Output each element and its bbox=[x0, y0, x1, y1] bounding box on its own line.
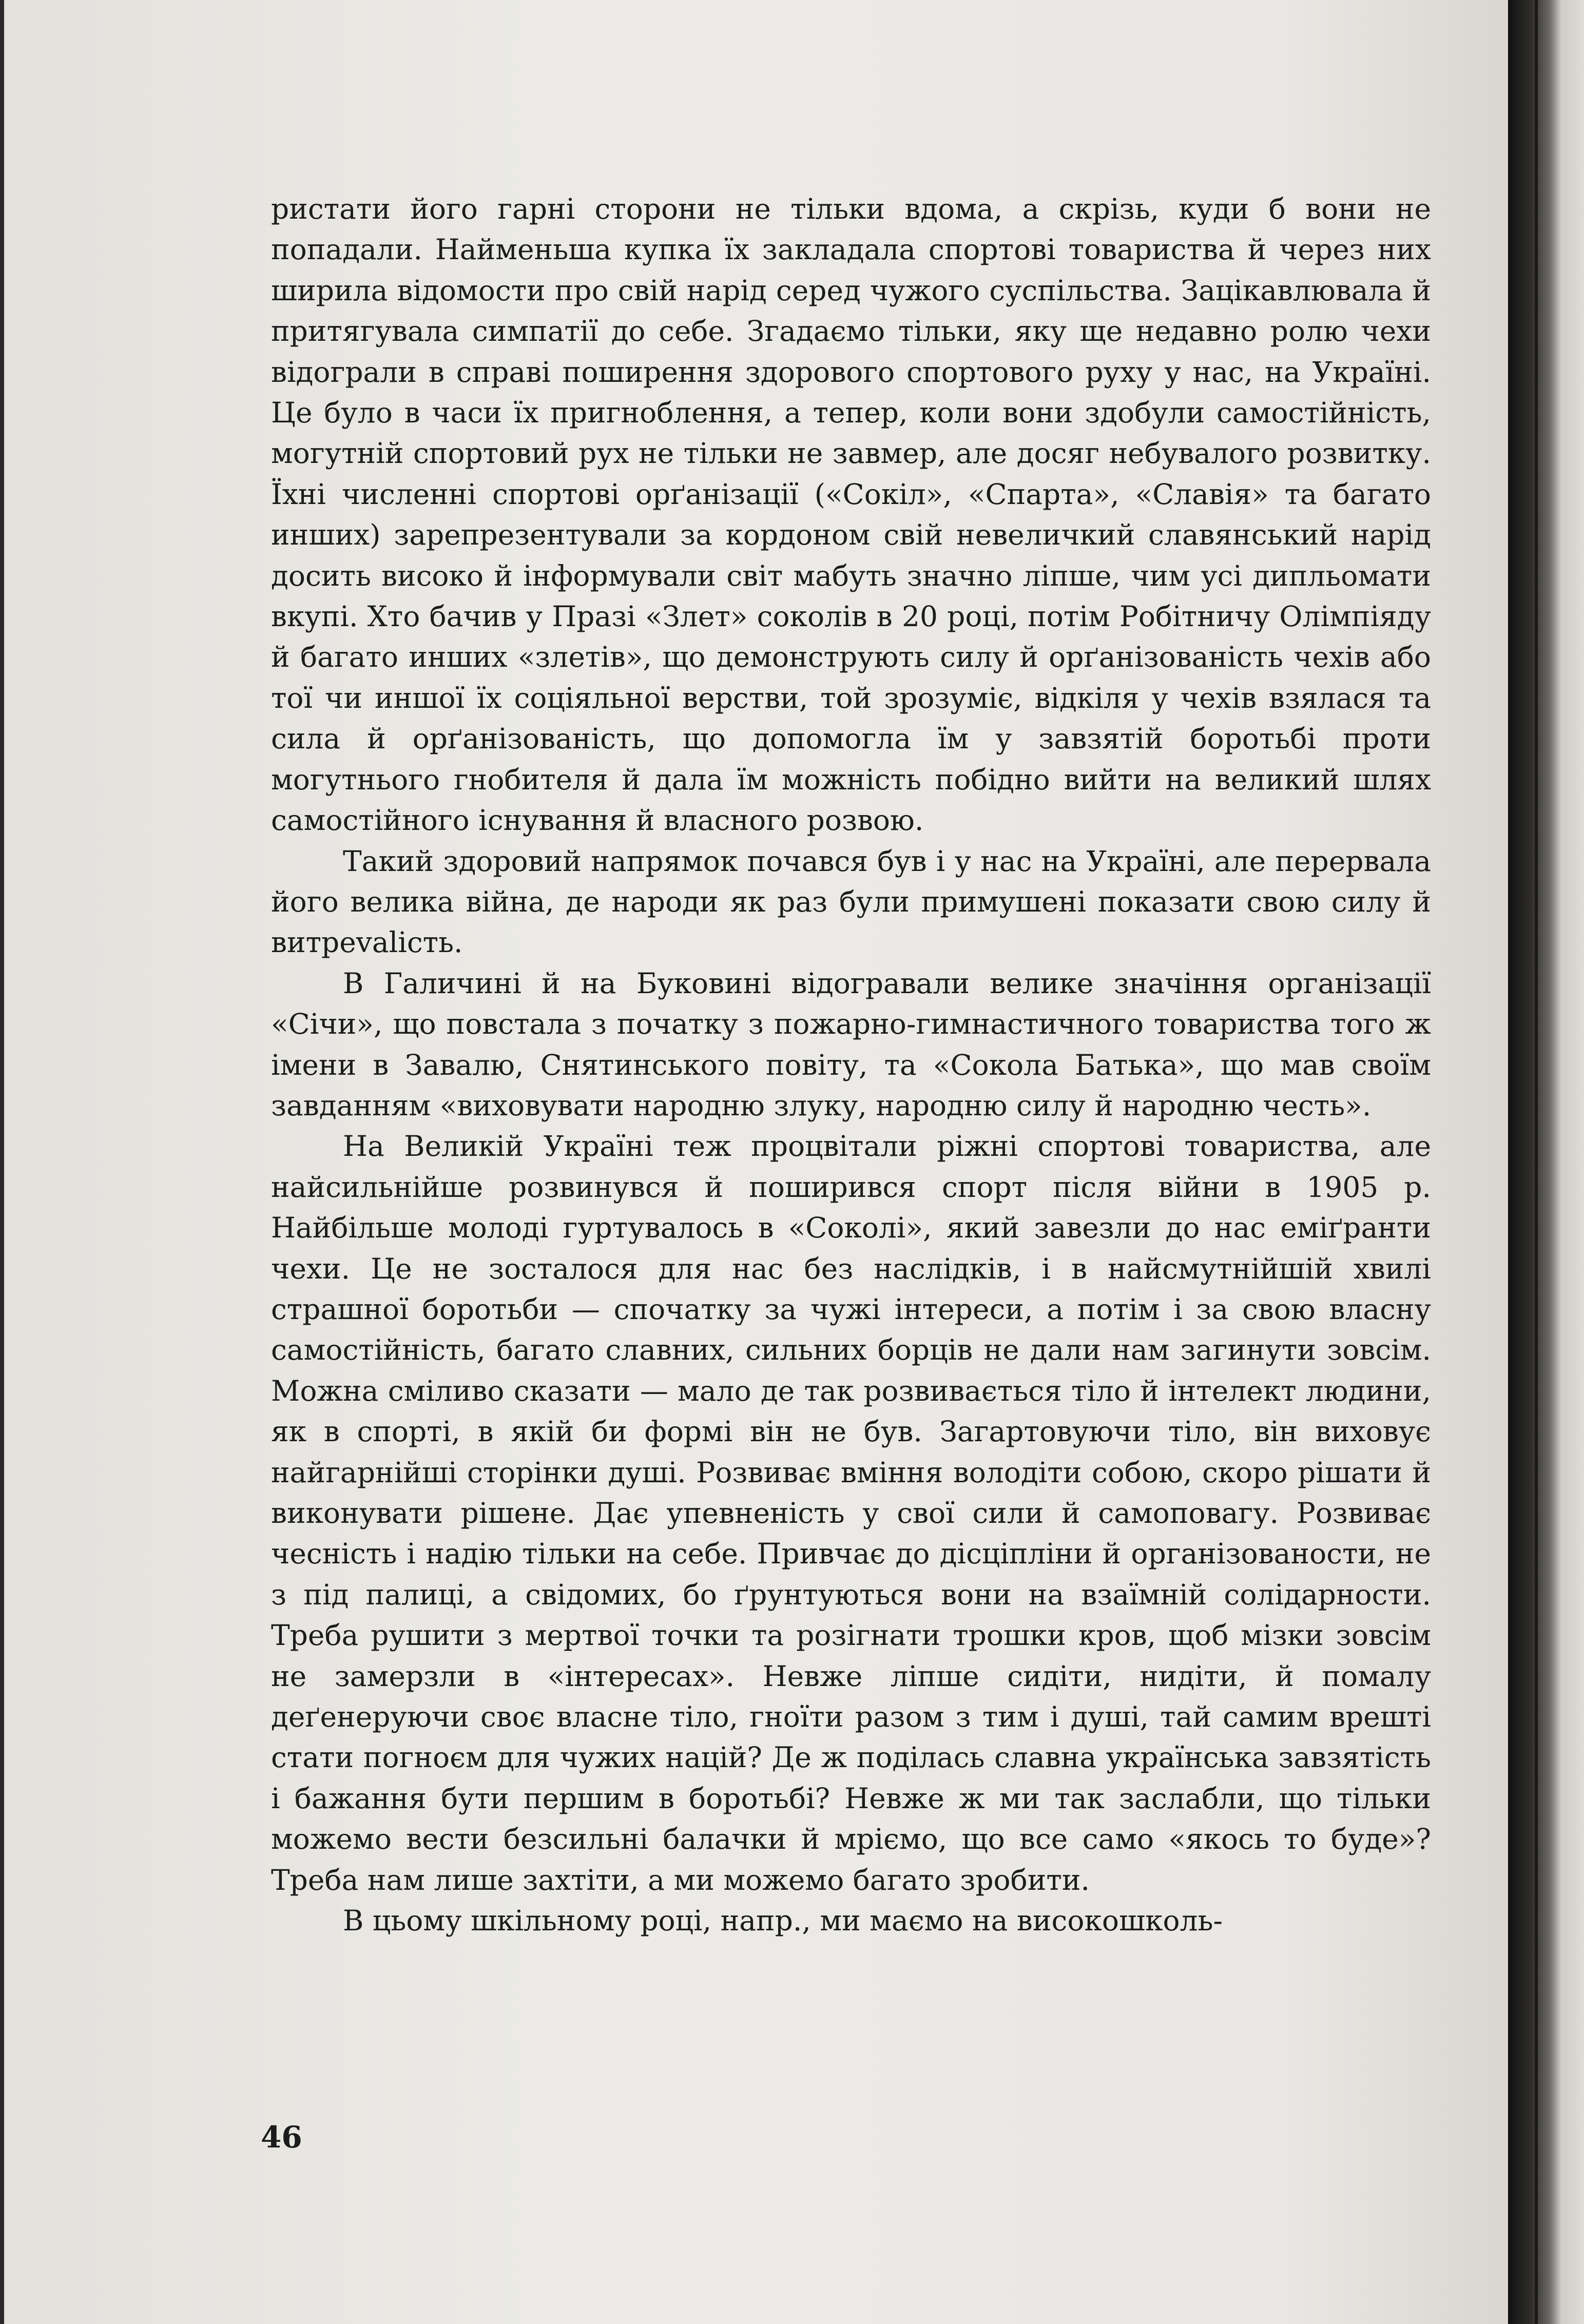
book-spine-shadow bbox=[1508, 0, 1584, 2324]
paragraph-5: В цьому шкільному році, напр., ми маємо на високошколь- bbox=[343, 1904, 1223, 1938]
paragraph-3: В Галичині й на Буковині відогравали велике значіння організації «Січи», що повстала з початку з пожарно-гимнастичного товариства того ж імени в Завалю, Снятинського повіту, та «Сокола Батька», що мав своїм завданням «виховувати народню злуку, народню силу й народню честь». bbox=[271, 966, 1431, 1122]
book-page bbox=[4, 0, 1508, 2324]
paragraph-1: ристати його гарні сторони не тільки вдома, а скрізь, куди б вони не попадали. Найменьша купка їх закладала спортові товариства й через них ширила відомости про свій нарід серед чужого суспільства. Зацікавлювала й притягувала симпатії до себе. Згадаємо тільки, яку ще недавно ролю чехи відограли в справі поширення здорового спортового руху у нас, на Україні. Це було в часи їх пригноблення, а тепер, коли вони здобули самостійність, могутній спортовий рух не тільки не завмер, але досяг небувалого розвитку. Їхні численні спортові орґанізації («Сокіл», «Спарта», «Славія» та багато инших) зарепрезентували за кордоном свій невеличкий славянський нарід досить високо й інформували світ мабуть значно ліпше, чим усі дипльомати вкупі. Хто бачив у Празі «Злет» соколів в 20 році, потім Робітничу Олімпіяду й багато инших «злетів», що демонструють силу й орґанізованість чехів або тої чи иншої їх соціяльної верстви, той зрозуміє, відкіля у чехів взялася та сила й орґанізованість, що допомогла їм у завзятій боротьбі проти могутнього гнобителя й дала їм можність побідно вийти на великий шлях самостійного існування й власного розвою. bbox=[271, 192, 1431, 837]
paragraph-4: На Великій Україні теж процвітали ріжні спортові товариства, але найсильнійше розвинувся й поширився спорт після війни в 1905 р. Найбільше молоді гуртувалось в «Соколі», який завезли до нас еміґранти чехи. Це не зосталося для нас без наслідків, і в найсмутнійшій хвилі страшної боротьби — спочатку за чужі інтереси, а потім і за свою власну самостійність, багато славних, сильних борців не дали нам загинути зовсім. Можна сміливо сказати — мало де так розвивається тіло й інтелект людини, як в спорті, в якій би формі він не був. Загартовуючи тіло, він виховує найгарнійші сторінки душі. Розвиває вміння володіти собою, скоро рішати й виконувати рішене. Дає упевненість у свої сили й самоповагу. Розвиває чесність і надію тільки на себе. Привчає до дісціпліни й організованости, не з під палиці, а свідомих, бо ґрунтуються вони на взаїмній солідарности. Треба рушити з мертвої точки та розігнати трошки кров, щоб мізки зовсім не замерзли в «інтересах». Невже ліпше сидіти, нидіти, й помалу деґенеруючи своє власне тіло, гноїти разом з тим і душі, тай самим врешті стати погноєм для чужих націй? Де ж поділась славна українська завзятість і бажання бути першим в боротьбі? Невже ж ми так заслабли, що тільки можемо вести безсильні балачки й мріємо, що все само «якось то буде»? Треба нам лише захтіти, а ми можемо багато зробити. bbox=[271, 1130, 1431, 1896]
book-spine-edge bbox=[1535, 0, 1538, 2324]
body-text bbox=[271, 189, 1431, 1941]
page-number: 46 bbox=[261, 2120, 302, 2155]
paragraph-2: Такий здоровий напрямок почався був і у нас на Україні, але перервала його велика війна, де народи як раз були примушені показати свою силу й витреvalість. bbox=[271, 844, 1431, 959]
